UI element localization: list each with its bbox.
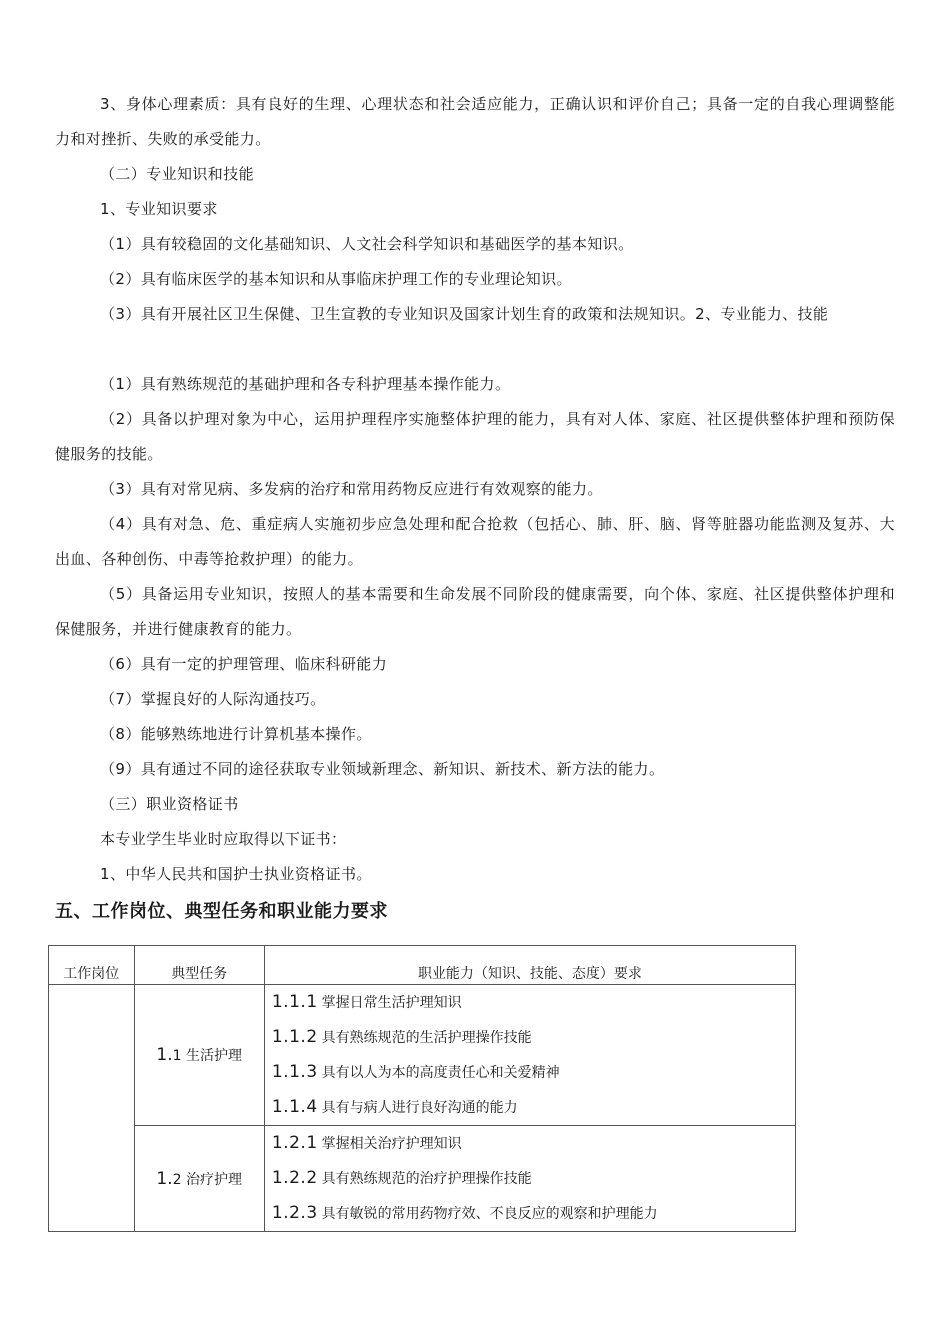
requirement-item xyxy=(272,1055,795,1090)
paragraph-ability-6: （6）具有一定的护理管理、临床科研能力 xyxy=(100,655,388,673)
requirement-number: 1.2.3 xyxy=(271,1203,318,1223)
paragraph-physical-psychological: 3、身体心理素质：具有良好的生理、心理状态和社会适应能力，正确认识和评价自己；具备一定的自我心理调整能力和对挫折、失败的承受能力。 xyxy=(55,95,895,148)
header-ability-requirements: 职业能力（知识、技能、态度）要求 xyxy=(264,946,795,985)
table-row xyxy=(49,985,796,1126)
requirement-text: 具有以人为本的高度责任心和关爱精神 xyxy=(321,1065,560,1081)
paragraph-knowledge-3: （3）具有开展社区卫生保健、卫生宣教的专业知识及国家计划生育的政策和法规知识。2、专业能力、技能 xyxy=(100,305,829,323)
requirement-text: 具有敏锐的常用药物疗效、不良反应的观察和护理能力 xyxy=(321,1206,658,1222)
requirement-number: 1.1.1 xyxy=(271,992,318,1012)
requirements-cell xyxy=(264,1126,795,1232)
header-job-position: 工作岗位 xyxy=(49,946,135,985)
requirement-item xyxy=(272,1161,795,1196)
requirement-number: 1.1.3 xyxy=(271,1062,318,1082)
requirement-item xyxy=(272,1126,795,1161)
heading-knowledge-requirements: 1、专业知识要求 xyxy=(100,200,218,218)
requirement-number: 1.1.4 xyxy=(271,1097,318,1117)
paragraph-ability-7: （7）掌握良好的人际沟通技巧。 xyxy=(100,690,326,708)
task-number: 1. xyxy=(156,1045,173,1065)
table-row xyxy=(49,1126,796,1232)
paragraph-ability-4: （4）具有对急、危、重症病人实施初步应急处理和配合抢救（包括心、肺、肝、脑、肾等脏器功能监测及复苏、大出血、各种创伤、中毒等抢救护理）的能力。 xyxy=(55,515,895,568)
requirement-text: 掌握日常生活护理知识 xyxy=(321,995,462,1011)
requirement-item xyxy=(272,1090,795,1125)
heading-certificates: （三）职业资格证书 xyxy=(100,795,239,813)
requirement-item xyxy=(272,1196,795,1231)
requirement-item xyxy=(272,1020,795,1055)
paragraph-ability-9: （9）具有通过不同的途径获取专业领域新理念、新知识、新技术、新方法的能力。 xyxy=(100,760,665,778)
paragraph-ability-5: （5）具备运用专业知识，按照人的基本需要和生命发展不同阶段的健康需要，向个体、家庭、社区提供整体护理和保健服务，并进行健康教育的能力。 xyxy=(55,585,895,638)
heading-knowledge-skills: （二）专业知识和技能 xyxy=(100,165,255,183)
table-header-row xyxy=(49,946,796,985)
paragraph-certificates-intro: 本专业学生毕业时应取得以下证书： xyxy=(100,830,347,848)
header-typical-task: 典型任务 xyxy=(134,946,264,985)
requirement-text: 掌握相关治疗护理知识 xyxy=(321,1136,462,1152)
paragraph-ability-3: （3）具有对常见病、多发病的治疗和常用药物反应进行有效观察的能力。 xyxy=(100,480,603,498)
requirement-number: 1.1.2 xyxy=(271,1027,318,1047)
task-cell xyxy=(134,1126,264,1232)
requirement-text: 具有熟练规范的生活护理操作技能 xyxy=(321,1030,532,1046)
job-position-cell xyxy=(49,985,135,1232)
task-number: 1. xyxy=(156,1168,173,1189)
task-label: 1 生活护理 xyxy=(172,1048,242,1064)
paragraph-certificate-1: 1、中华人民共和国护士执业资格证书。 xyxy=(100,865,372,883)
requirement-number: 1.2.1 xyxy=(271,1133,318,1153)
task-cell xyxy=(134,985,264,1126)
job-requirements-table xyxy=(48,945,796,1232)
requirement-text: 具有熟练规范的治疗护理操作技能 xyxy=(321,1171,532,1187)
task-label: 2 治疗护理 xyxy=(172,1171,242,1188)
paragraph-knowledge-2: （2）具有临床医学的基本知识和从事临床护理工作的专业理论知识。 xyxy=(100,270,572,288)
paragraph-ability-8: （8）能够熟练地进行计算机基本操作。 xyxy=(100,725,372,743)
paragraph-ability-2: （2）具备以护理对象为中心，运用护理程序实施整体护理的能力，具有对人体、家庭、社区提供整体护理和预防保健服务的技能。 xyxy=(55,410,895,463)
requirement-number: 1.2.2 xyxy=(271,1168,318,1188)
section-title: 五、工作岗位、典型任务和职业能力要求 xyxy=(55,901,388,922)
paragraph-knowledge-1: （1）具有较稳固的文化基础知识、人文社会科学知识和基础医学的基本知识。 xyxy=(100,235,634,253)
paragraph-ability-1: （1）具有熟练规范的基础护理和各专科护理基本操作能力。 xyxy=(100,375,511,393)
requirement-text: 具有与病人进行良好沟通的能力 xyxy=(321,1100,518,1116)
requirements-cell xyxy=(264,985,795,1126)
requirement-item xyxy=(272,985,795,1020)
